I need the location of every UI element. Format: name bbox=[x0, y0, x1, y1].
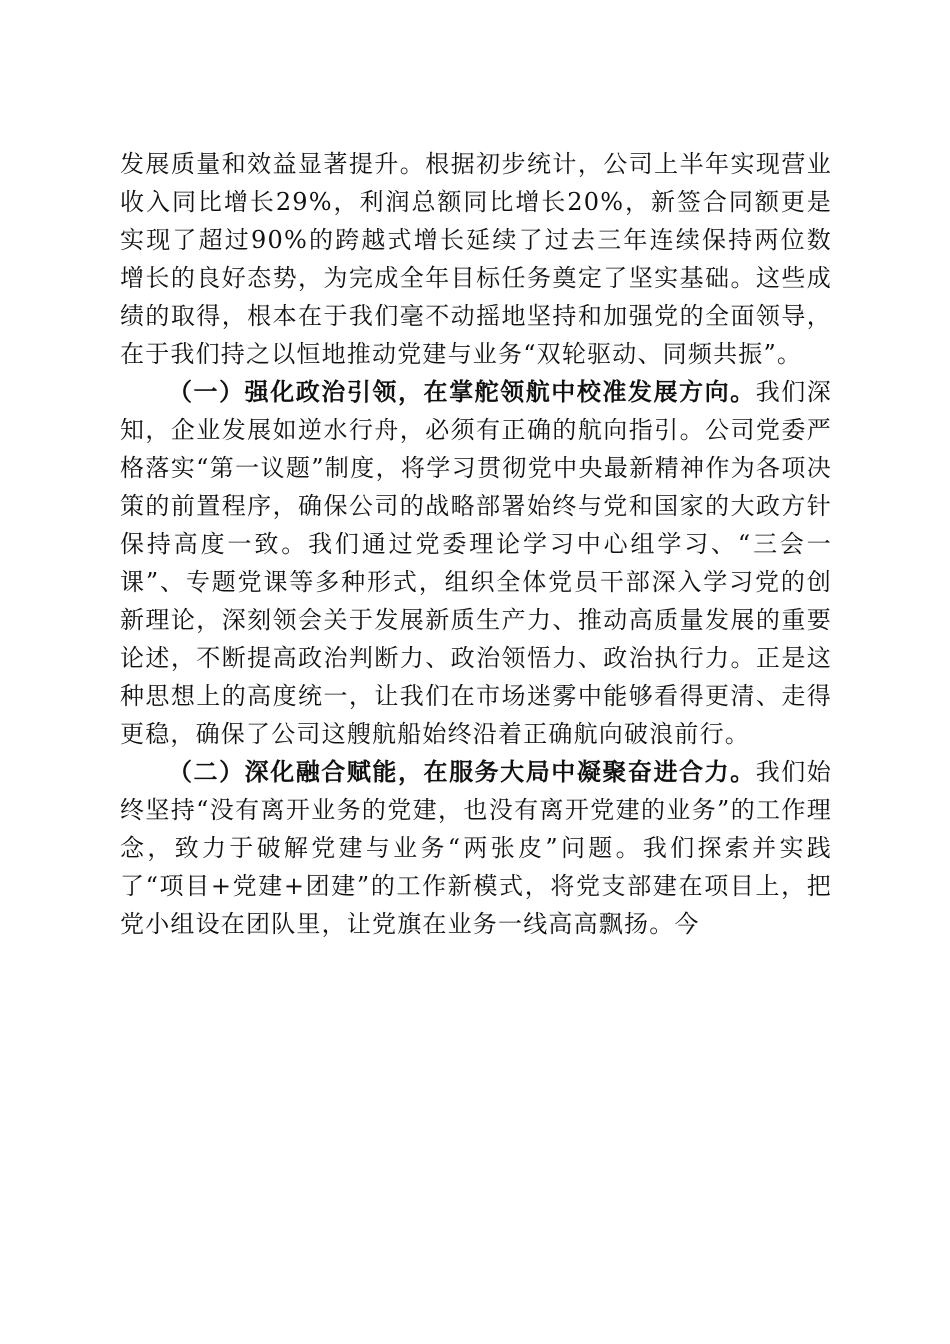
paragraph-text: 我们始终坚持“没有离开业务的党建，也没有离开党建的业务”的工作理念，致力于破解党建与业务“两张皮”问题。我们探索并实践了“项目+党建+团建”的工作新模式，将党支部建在项目上，把党小组设在团队里，让党旗在业务一线高高飘扬。今 bbox=[120, 758, 832, 938]
paragraph-integration bbox=[120, 753, 832, 943]
paragraph-political-leadership bbox=[120, 373, 832, 753]
paragraph-results-summary bbox=[120, 145, 832, 373]
document-body bbox=[120, 145, 832, 943]
section-heading-2: （二）深化融合赋能，在服务大局中凝聚奋进合力。 bbox=[168, 757, 756, 786]
paragraph-text: 发展质量和效益显著提升。根据初步统计，公司上半年实现营业收入同比增长29%，利润总额同比增长20%，新签合同额更是实现了超过90%的跨越式增长延续了过去三年连续保持两位数增长的良好态势，为完成全年目标任务奠定了坚实基础。这些成绩的取得，根本在于我们毫不动摇地坚持和加强党的全面领导，在于我们持之以恒地推动党建与业务“双轮驱动、同频共振”。 bbox=[120, 150, 832, 368]
paragraph-text: 我们深知，企业发展如逆水行舟，必须有正确的航向指引。公司党委严格落实“第一议题”制度，将学习贯彻党中央最新精神作为各项决策的前置程序，确保公司的战略部署始终与党和国家的大政方针保持高度一致。我们通过党委理论学习中心组学习、“三会一课”、专题党课等多种形式，组织全体党员干部深入学习党的创新理论，深刻领会关于发展新质生产力、推动高质量发展的重要论述，不断提高政治判断力、政治领悟力、政治执行力。正是这种思想上的高度统一，让我们在市场迷雾中能够看得更清、走得更稳，确保了公司这艘航船始终沿着正确航向破浪前行。 bbox=[120, 378, 832, 748]
section-heading-1: （一）强化政治引领，在掌舵领航中校准发展方向。 bbox=[168, 377, 756, 406]
